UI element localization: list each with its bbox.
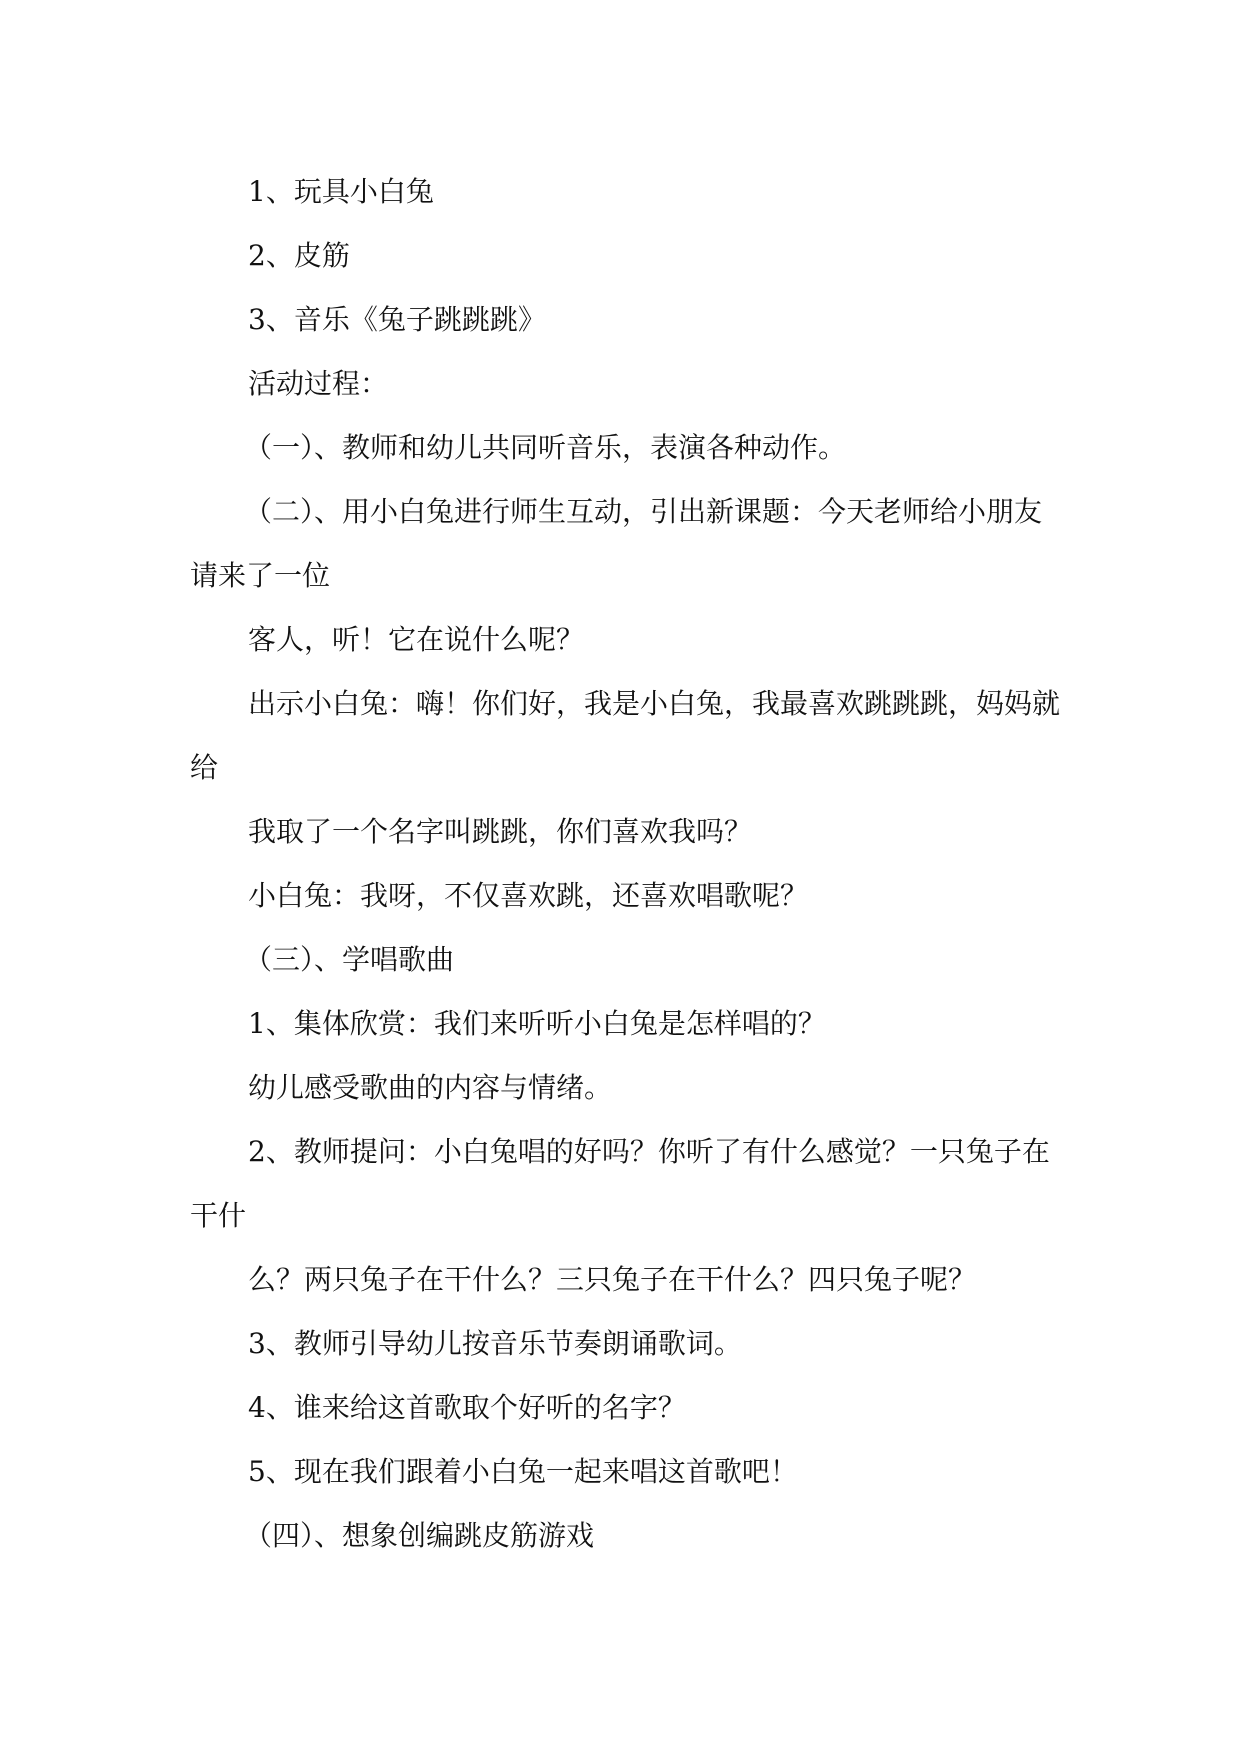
- paragraph-16: 3、教师引导幼儿按音乐节奏朗诵歌词。: [248, 1327, 742, 1360]
- paragraph-1: 1、玩具小白兔: [248, 175, 434, 208]
- paragraph-3: 3、音乐《兔子跳跳跳》: [248, 303, 546, 336]
- paragraph-12: 1、集体欣赏：我们来听听小白兔是怎样唱的？: [248, 1007, 826, 1040]
- paragraph-18: 5、现在我们跟着小白兔一起来唱这首歌吧！: [248, 1455, 798, 1488]
- paragraph-8: 出示小白兔：嗨！你们好，我是小白兔，我最喜欢跳跳跳，妈妈就给: [190, 687, 1061, 784]
- paragraph-14: 2、教师提问：小白兔唱的好吗？你听了有什么感觉？一只兔子在干什: [190, 1135, 1050, 1232]
- document-body: [190, 160, 1060, 1568]
- paragraph-9: 我取了一个名字叫跳跳，你们喜欢我吗？: [248, 815, 753, 848]
- paragraph-15: 么？两只兔子在干什么？三只兔子在干什么？四只兔子呢？: [248, 1263, 977, 1296]
- paragraph-6: （二）、用小白兔进行师生互动，引出新课题：今天老师给小朋友请来了一位: [190, 495, 1043, 592]
- paragraph-17: 4、谁来给这首歌取个好听的名字？: [248, 1391, 686, 1424]
- paragraph-5: （一）、教师和幼儿共同听音乐，表演各种动作。: [244, 431, 847, 464]
- paragraph-10: 小白兔：我呀，不仅喜欢跳，还喜欢唱歌呢？: [248, 879, 809, 912]
- paragraph-11: （三）、学唱歌曲: [244, 943, 455, 976]
- paragraph-2: 2、皮筋: [248, 239, 350, 272]
- paragraph-4: 活动过程：: [248, 367, 389, 400]
- paragraph-19: （四）、想象创编跳皮筋游戏: [244, 1519, 595, 1552]
- paragraph-13: 幼儿感受歌曲的内容与情绪。: [248, 1071, 613, 1104]
- paragraph-7: 客人，听！它在说什么呢？: [248, 623, 585, 656]
